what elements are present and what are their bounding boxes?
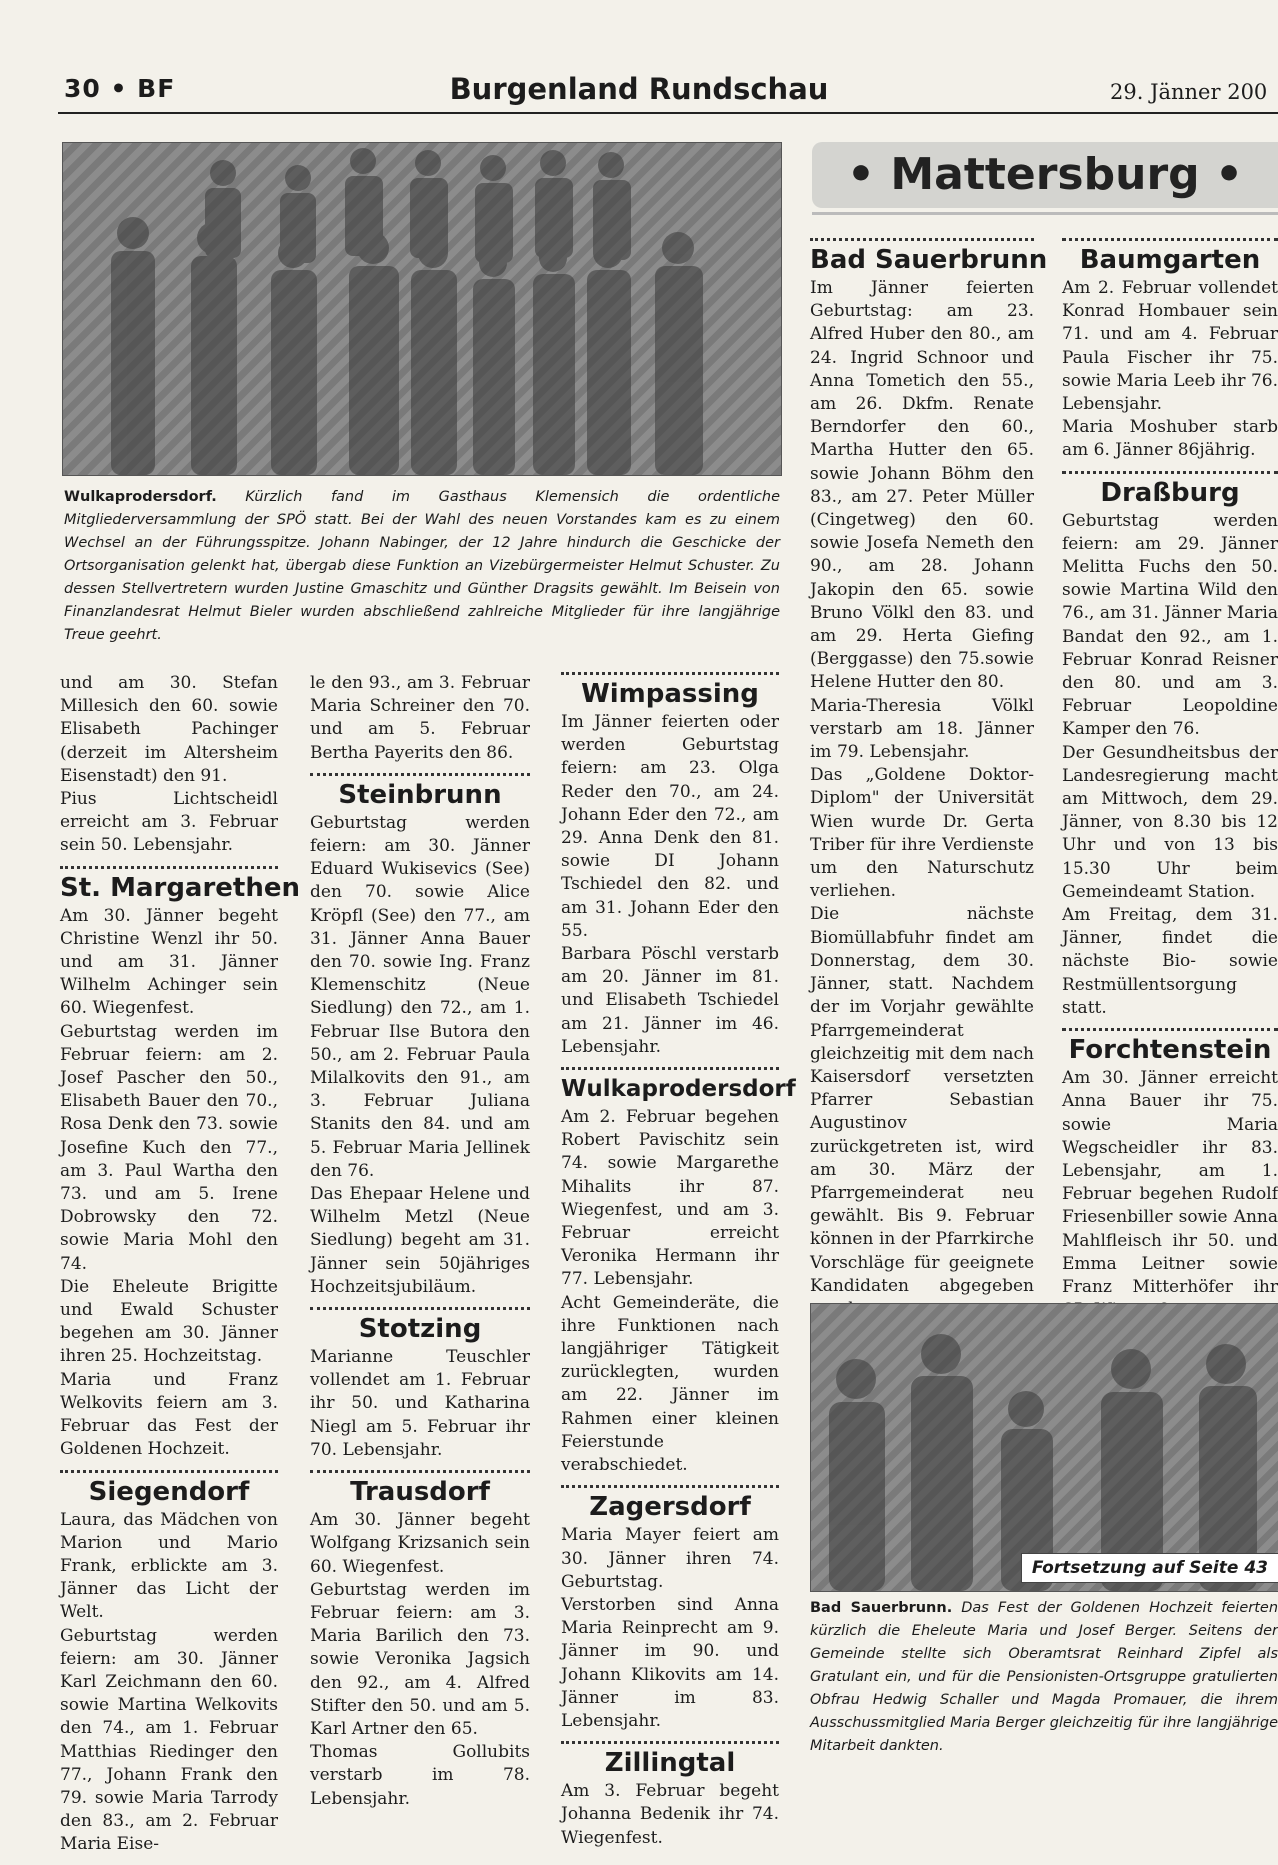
paragraph: und am 30. Stefan Millesich den 60. sowie Elisabeth Pachinger (derzeit im Altersheim Eisenstadt) den 91. [60,673,278,786]
section-heading: St. Margarethen [60,866,278,903]
paragraph: Marianne Teuschler vollendet am 1. Februar ihr 50. und Katharina Niegl am 5. Februar ihr 70. Lebensjahr. [310,1347,530,1460]
region-banner: • Mattersburg • [812,142,1278,208]
paragraph: Im Jänner feierten Geburtstag: am 23. Alfred Huber den 80., am 24. Ingrid Schnoor und Anna Tometich den 55., am 26. Dkfm. Renate Berndorfer den 60., Martha Hutter den 65. sowie Johann Böhm den 83., am 27. Peter Müller (Cingetweg) den 60. sowie Josefa Nemeth den 90., am 28. Johann Jakopin den 65. sowie Bruno Völkl den 83. und am 29. Herta Giefing (Berggasse) den 75.sowie Helene Hutter den 80. [810,278,1034,693]
column-1 [60,672,301,1865]
section-heading: Draßburg [1062,471,1278,508]
paragraph: Geburtstag werden im Februar feiern: am 3. Maria Barilich den 73. sowie Veronika Jagsich den 92., am 4. Alfred Stifter den 50. und am 5. Karl Artner den 65. [310,1579,530,1739]
section-heading: Siegendorf [60,1470,278,1507]
paragraph: Am 30. Jänner begeht Christine Wenzl ihr 50. und am 31. Jänner Wilhelm Achinger sein 60. Wiegenfest. [60,905,278,1019]
paragraph: Barbara Pöschl verstarb am 20. Jänner im 81. und Elisabeth Tschiedel am 21. Jänner im 46. Lebensjahr. [561,944,779,1057]
group-photo [62,142,782,476]
article-zillingtal [561,1741,779,1850]
group-photo-caption [64,486,780,647]
golden-wedding-photo-silhouettes [811,1304,1278,1591]
article-siegendorf [60,1470,278,1857]
column-3 [561,672,796,1858]
section-heading: Wimpassing [561,672,779,709]
section-heading: Bad Sauerbrunn [810,238,1034,275]
paragraph: Am 2. Februar begehen Robert Pavischitz sein 74. sowie Margarethe Mihalits ihr 87. Wiegenfest, und am 3. Februar erreicht Veronika Hermann ihr 77. Lebensjahr. [561,1107,779,1290]
article-steinbrunn [310,773,530,1299]
section-heading: Baumgarten [1062,238,1278,275]
paragraph: Acht Gemeinderäte, die ihre Funktionen nach langjähriger Tätigkeit zurücklegten, wurden am 22. Jänner im Rahmen einer kleinen Feierstunde verabschiedet. [561,1292,779,1476]
article-trausdorf [310,1470,530,1811]
paragraph: Im Jänner feierten oder werden Geburtstag feiern: am 23. Olga Reder den 70., am 24. Johann Eder den 72., am 29. Anna Denk den 81. sowie DI Johann Tschiedel den 82. und am 31. Johann Eder den 55. [561,712,779,941]
section-heading: Trausdorf [310,1470,530,1507]
paragraph: Am 2. Februar vollendet Konrad Hombauer sein 71. und am 4. Februar Paula Fischer ihr 75. sowie Maria Leeb ihr 76. Lebensjahr. [1062,278,1278,415]
column-2 [310,672,530,1819]
newspaper-title: Burgenland Rundschau [449,72,829,106]
paragraph: Maria und Franz Welkovits feiern am 3. Februar das Fest der Goldenen Hochzeit. [60,1369,278,1460]
header-rule [58,112,1278,114]
article-stotzing [310,1307,530,1462]
paragraph: Geburtstag werden feiern: am 30. Jänner Karl Zeichmann den 60. sowie Martina Welkovits den 74., am 1. Februar Matthias Riedinger den 77., Johann Frank den 79. sowie Maria Tarrody den 83., am 2. Februar Maria Eise- [60,1625,278,1855]
article-bad-sauerbrunn [810,238,1048,1321]
paragraph: Verstorben sind Anna Maria Reinprecht am 9. Jänner im 90. und Johann Klikovits am 14. Jänner im 83. Lebensjahr. [561,1594,779,1731]
column-5 [1062,238,1278,1330]
paragraph: Das „Goldene Doktor-Diplom" der Universität Wien wurde Dr. Gerta Triber für ihre Verdienste um den Naturschutz verliehen. [810,765,1034,902]
paragraph: Geburtstag werden feiern: am 29. Jänner Melitta Fuchs den 50. sowie Martina Wild den 76., am 31. Jänner Maria Bandat den 92., am 1. Februar Konrad Reisner den 80. und am 3. Februar Leopoldine Kamper den 76. [1062,510,1278,740]
paragraph: Der Gesundheitsbus der Landesregierung macht am Mittwoch, dem 29. Jänner, von 8.30 bis 12 Uhr und von 13 bis 15.30 Uhr beim Gemeindeamt Station. [1062,742,1278,902]
caption-text: Das Fest der Goldenen Hochzeit feierten kürzlich die Eheleute Maria und Josef Berger. Seitens der Gemeinde stellte sich Oberamtsrat Reinhard Zipfel als Gratulant ein, und für die Pensionisten-Ortsgruppe gratulierten Obfrau Hedwig Schaller und Magda Promauer, die ihrem Ausschussmitglied Maria Berger gleichzeitig für ihre langjährige Mitarbeit dankten. [810,1600,1278,1754]
section-heading: Zagersdorf [561,1485,779,1522]
paragraph: le den 93., am 3. Februar Maria Schreiner den 70. und am 5. Februar Bertha Payerits den 86. [310,673,530,763]
paragraph: Thomas Gollubits verstarb im 78. Lebensjahr. [310,1742,530,1809]
caption-lead: Bad Sauerbrunn. [810,1600,953,1616]
section-heading: Stotzing [310,1307,530,1344]
article-forchtenstein [1062,1028,1278,1322]
paragraph: Maria Mayer feiert am 30. Jänner ihren 74. Geburtstag. [561,1525,779,1592]
paragraph: Die nächste Biomüllabfuhr findet am Donnerstag, dem 30. Jänner, statt. Nachdem der im Vorjahr gewählte Pfarrgemeinderat gleichzeitig mit dem nach Kaisersdorf versetzten Pfarrer Sebastian Augustinov zurückgetreten ist, wird am 30. März der Pfarrgemeinderat neu gewählt. Bis 9. Februar können in der Pfarrkirche Vorschläge für geeignete Kandidaten abgegeben [810,904,1034,1296]
article-zagersdorf [561,1485,779,1733]
column-4 [810,238,1048,1329]
paragraph: Geburtstag werden feiern: am 30. Jänner Eduard Wukisevics (See) den 70. sowie Alice Kröpfl (See) den 77., am 31. Jänner Anna Bauer den 70. sowie Ing. Franz Klemenschitz (Neue Siedlung) den 72., am 1. Februar Ilse Butora den 50., am 2. Februar Paula Milalkovits den 91., am 3. Februar Juliana Stanits den 84. und am 5. Februar Maria Jellinek den 76. [310,812,530,1181]
page-number: 30 • BF [64,74,176,103]
group-photo-silhouettes [63,143,781,475]
paragraph: Maria-Theresia Völkl verstarb am 18. Jänner im 79. Lebensjahr. [810,695,1034,763]
article-wimpassing [561,672,779,1059]
paragraph: Geburtstag werden im Februar feiern: am 2. Josef Pascher den 50., Elisabeth Bauer den 70., Rosa Denk den 73. sowie Josefine Kuch den 77., am 3. Paul Wartha den 73. und am 5. Irene Dobrowsky den 72. sowie Maria Mohl den 74. [60,1021,278,1274]
section-heading: Zillingtal [561,1741,779,1778]
paragraph: Die Eheleute Brigitte und Ewald Schuster begehen am 30. Jänner ihren 25. Hochzeitstag. [60,1276,278,1367]
article-wulkaprodersdorf [561,1067,796,1477]
paragraph: Am 30. Jänner begeht Wolfgang Krizsanich sein 60. Wiegenfest. [310,1510,530,1577]
paragraph: Laura, das Mädchen von Marion und Mario Frank, erblickte am 3. Jänner das Licht der Welt. [60,1509,278,1623]
paragraph: Am Freitag, dem 31. Jänner, findet die nächste Bio- sowie Restmüllentsorgung statt. [1062,905,1278,1018]
golden-wedding-photo [810,1303,1278,1592]
caption-text: Kürzlich fand im Gasthaus Klemensich die ordentliche Mitgliederversammlung der SPÖ statt. Bei der Wahl des neuen Vorstandes kam es zu einem Wechsel an der Führungsspitze. Johann Nabinger, der 12 Jahre hindurch die Geschicke der Ortsorganisation gelenkt hat, übergab diese Funktion an Vizebürgermeister Helmut Schuster. Zu dessen Stellvertretern wurden Justine Gmaschitz und Günther Dragsits gewählt. Im Beisein von Finanzlandesrat Helmut Bieler wurden abschließend zahlreiche Mitglieder für ihre langjährige Treue geehrt. [64,489,780,643]
golden-wedding-caption [810,1597,1278,1758]
paragraph: Am 30. Jänner erreicht Anna Bauer ihr 75. sowie Maria Wegscheidler ihr 83. Lebensjahr, am 1. Februar begehen Rudolf Friesenbiller sowie Anna Mahlfleisch ihr 50. und Emma Leitner sowie Franz Mitterhöfer ihr [1062,1068,1278,1297]
section-heading: Forchtenstein [1062,1028,1278,1065]
caption-lead: Wulkaprodersdorf. [64,489,217,505]
continued-article [60,672,278,858]
paragraph: Maria Moshuber starb am 6. Jänner 86jährig. [1062,417,1278,461]
continued-article [310,672,530,765]
article-drassburg [1062,471,1278,1020]
banner-rule [812,212,1278,215]
paragraph: Pius Lichtscheidl erreicht am 3. Februar sein 50. Lebensjahr. [60,789,278,856]
article-baumgarten [1062,238,1278,463]
paragraph: Das Ehepaar Helene und Wilhelm Metzl (Neue Siedlung) begeht am 31. Jänner sein 50jähriges Hochzeitsjubiläum. [310,1184,530,1297]
section-heading: Steinbrunn [310,773,530,810]
issue-date: 29. Jänner 200 [1110,80,1268,104]
article-st-margarethen [60,866,301,1462]
paragraph: Am 3. Februar begeht Johanna Bedenik ihr 74. Wiegenfest. [561,1781,779,1848]
section-heading: Wulkaprodersdorf [561,1067,779,1104]
continuation-note: Fortsetzung auf Seite 43 [1021,1553,1278,1583]
